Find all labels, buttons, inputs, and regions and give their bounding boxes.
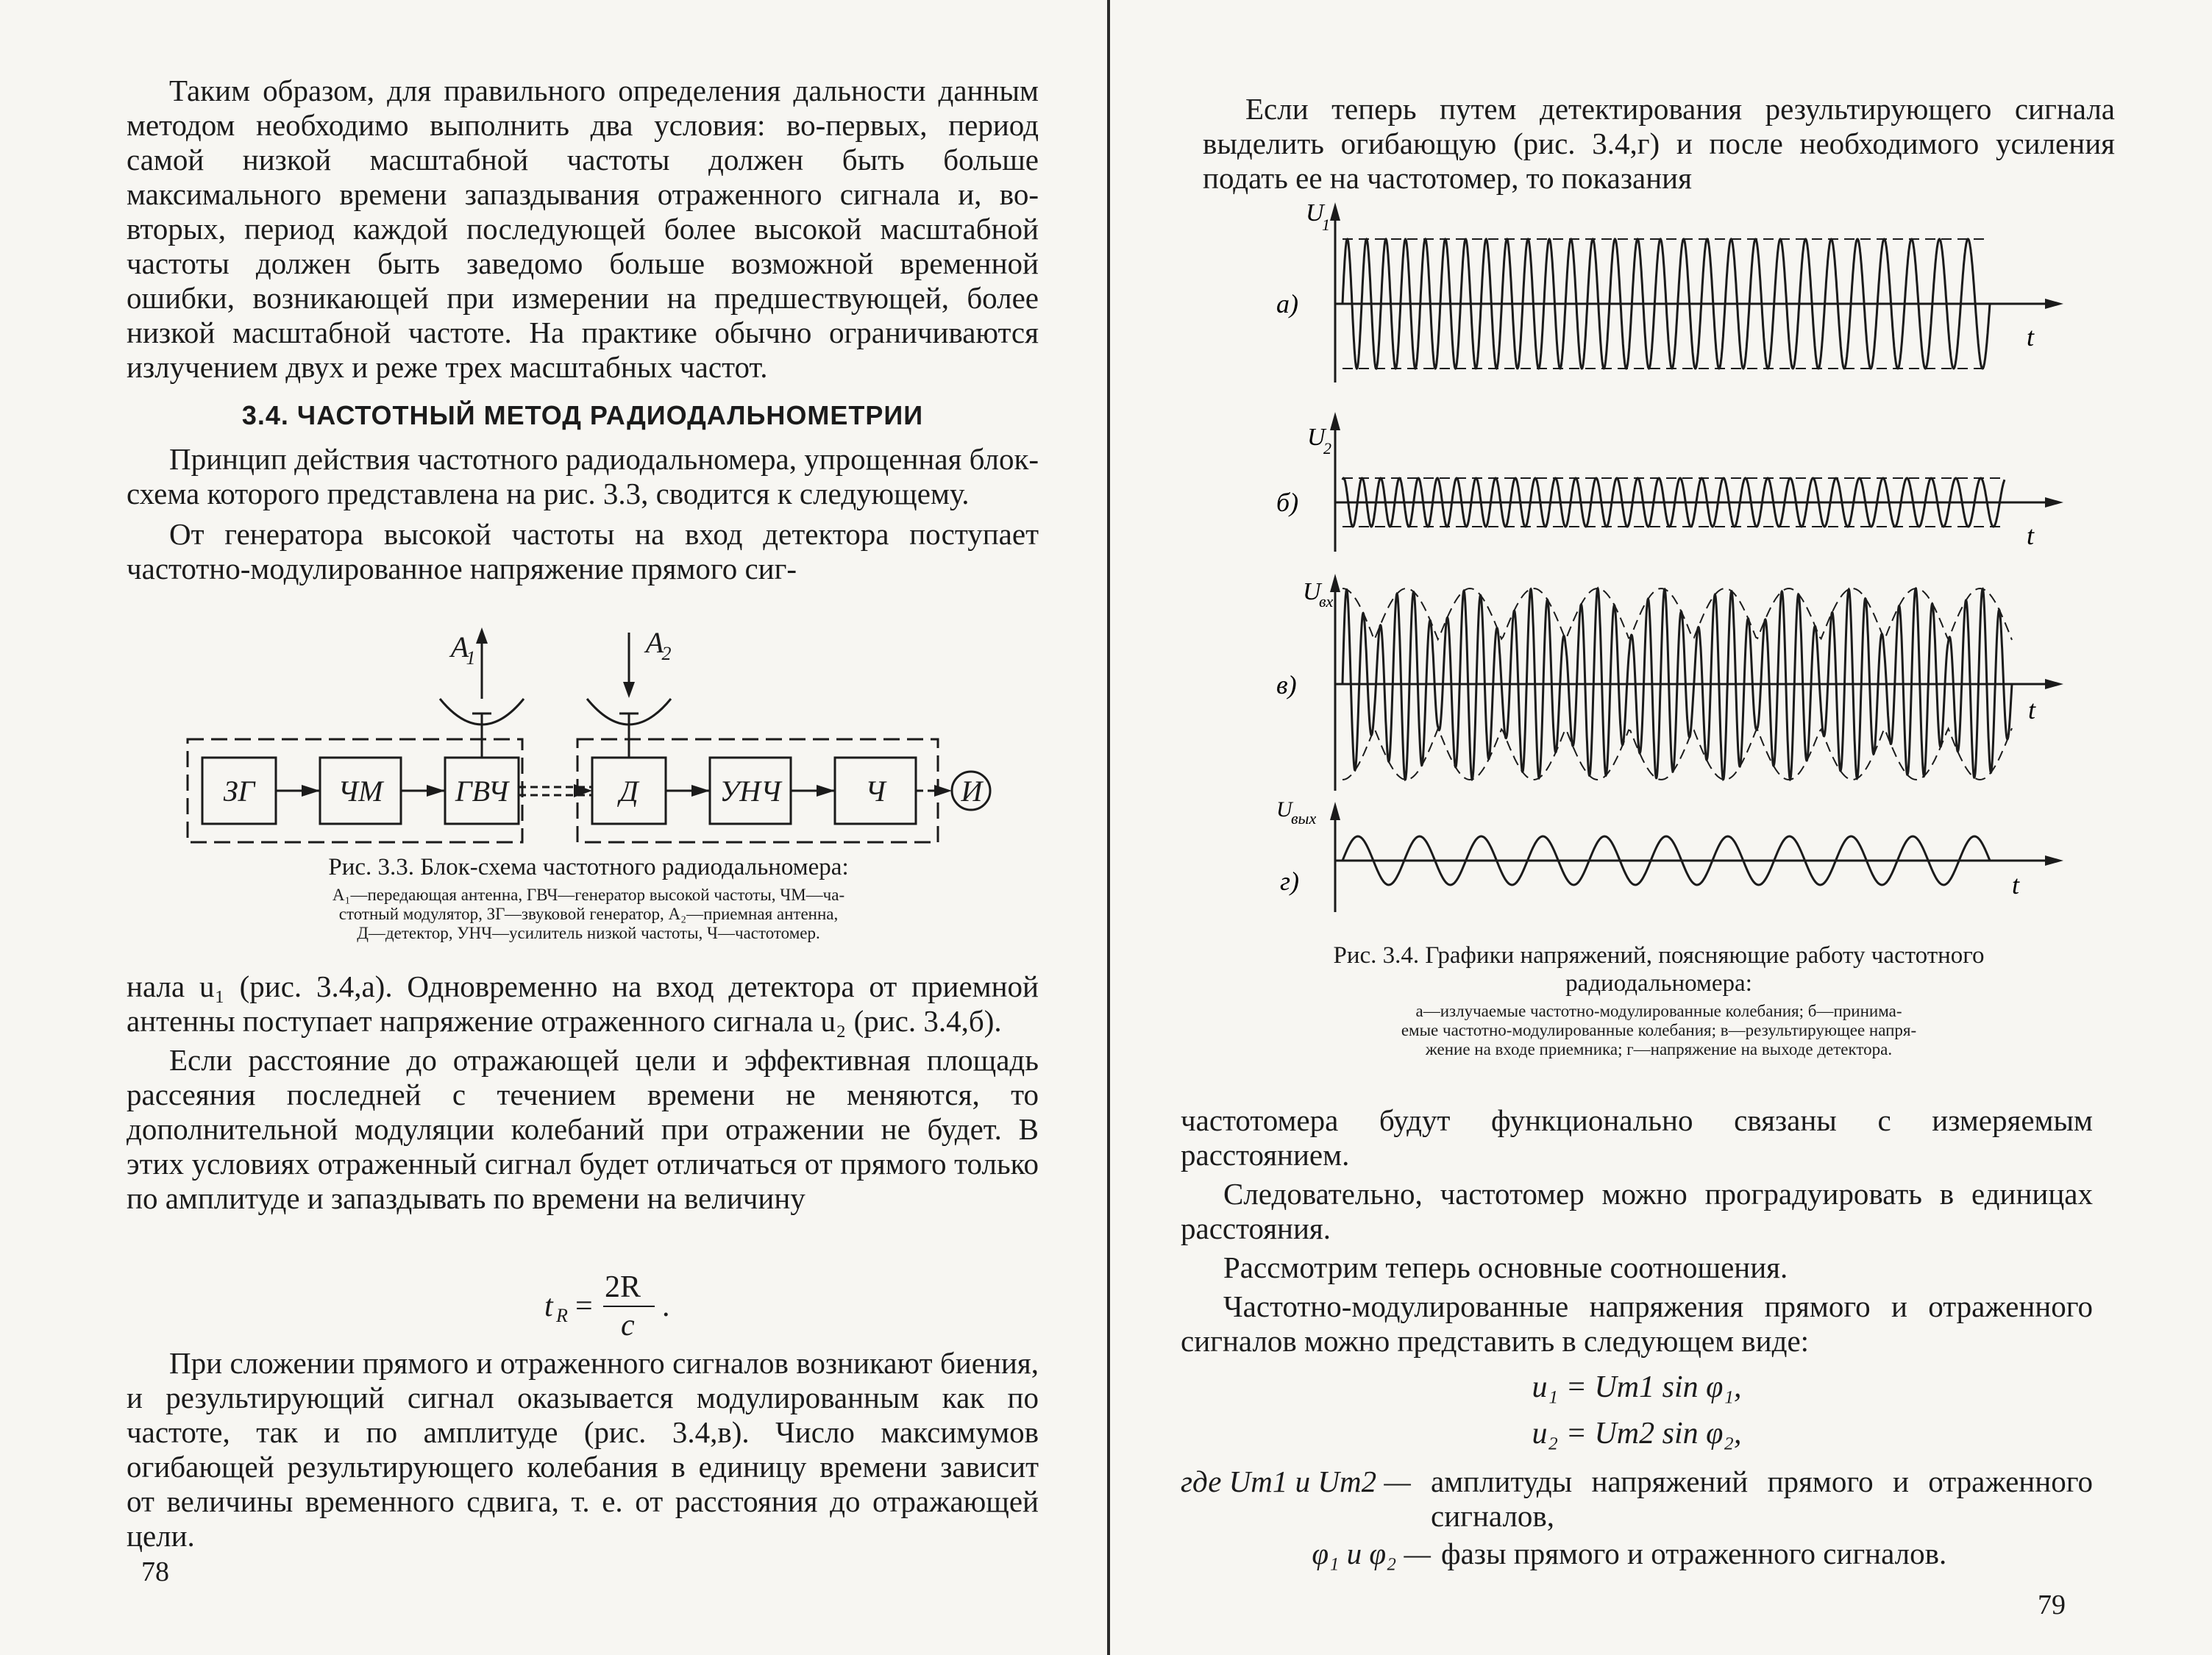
- right-column-top: [1203, 92, 2115, 196]
- page-number: 79: [2038, 1590, 2066, 1620]
- axis-uvx-sub: вх: [1319, 592, 1334, 611]
- block-label: ЗГ: [223, 775, 255, 808]
- block-label: УНЧ: [719, 775, 781, 808]
- paragraph: При сложении прямого и отраженного сигналов возникают биения, и результирующий сигнал оказывается модулированным как по частоте, так и по амплитуде (рис. 3.4,в). Число максимумов огибающей результирующего колебания в единицу времени зависит от величины временного сдвига, т. е. от расстояния до отражающей цели.: [127, 1346, 1039, 1553]
- fig34-caption-block: [1240, 942, 2078, 1059]
- definition-text: фазы прямого и отраженного сигналов.: [1441, 1537, 1947, 1570]
- paragraph: Частотно-модулированные напряжения прямого и отраженного сигналов можно представить в следующем виде:: [1181, 1289, 2093, 1358]
- paragraph: Если теперь путем детектирования результирующего сигнала выделить огибающую (рис. 3.4,г) и после необходимого усиления подать ее на частотомер, то показания: [1203, 92, 2115, 195]
- definition-lead: где Um1 и Um2 —: [1181, 1464, 1411, 1498]
- left-page: [0, 0, 1103, 1655]
- paragraph: Следовательно, частотомер можно проградуировать в единицах расстояния.: [1181, 1177, 2093, 1245]
- envelope-bottom: [1343, 728, 2012, 780]
- formula-tr: [544, 1267, 706, 1348]
- definition-lead: φ₁ и φ₂ —: [1312, 1537, 1431, 1570]
- axis-u1-sub: 1: [1322, 216, 1330, 234]
- graph-g: [1276, 797, 2063, 912]
- axis-u2: U: [1307, 424, 1326, 451]
- graph-a: [1276, 199, 2063, 382]
- paragraph: Таким образом, для правильного определения дальности данным методом необходимо выполнить два условия: во-первых, период самой низкой масштабной частоты должен быть больше максимального времени запаздывания отраженного сигнала и, во-вторых, период каждой последующей более высокой масштабной частоты должен быть заведомо больше возможной временной ошибки, возникающей при измерении на предшествующей, более низкой масштабной частоте. На практике обычно ограничиваются излучением двух и реже трех масштабных частот.: [127, 74, 1039, 384]
- figure-legend-line: жение на входе приемника; г—напряжение на выходе детектора.: [1425, 1040, 1893, 1058]
- paragraph: Рассмотрим теперь основные соотношения.: [1223, 1250, 1788, 1284]
- formula-fraction-bar: [603, 1306, 655, 1307]
- antenna2-label: A: [645, 626, 664, 659]
- figure-legend-line: стотный модулятор, ЗГ—звуковой генератор, A₂—приемная антенна,: [338, 905, 839, 923]
- formula-equals: =: [575, 1289, 593, 1323]
- formula-t: t: [544, 1289, 553, 1323]
- envelope-top: [1343, 588, 2012, 640]
- figure-legend-line: емые частотно-модулированные колебания; в—результирующее напря-: [1401, 1021, 1917, 1039]
- paragraph: Принцип действия частотного радиодальномера, упрощенная блок-схема которого представлена на рис. 3.3, сводится к следующему.: [127, 442, 1039, 510]
- antenna2-sub: 2: [661, 643, 672, 664]
- paragraph: Если расстояние до отражающей цели и эффективная площадь рассеяния последней с течением времени не меняются, то дополнительной модуляции колебаний при отражении не будет. В этих условиях отраженный сигнал будет отличаться от прямого только по амплитуде и запаздывать по времени на величину: [127, 1043, 1039, 1215]
- indicator-label: И: [961, 775, 983, 808]
- axis-uvx: U: [1303, 578, 1321, 605]
- figure-legend-line: A₁—передающая антенна, ГВЧ—генератор высокой частоты, ЧМ—ча-: [332, 886, 845, 904]
- figure-legend-line: Д—детектор, УНЧ—усилитель низкой частоты, Ч—частотомер.: [357, 924, 820, 942]
- block-label: Ч: [865, 775, 886, 808]
- formula-period: .: [662, 1289, 670, 1323]
- left-column-lower: [127, 969, 1039, 1216]
- axis-u1: U: [1306, 199, 1324, 227]
- graph-b: [1276, 412, 2063, 552]
- axis-t: t: [2027, 322, 2035, 352]
- block-label: ЧМ: [338, 775, 383, 808]
- antenna1-label: A: [450, 630, 469, 663]
- right-column-lower: [1181, 1103, 2093, 1571]
- figure-caption: Рис. 3.4. Графики напряжений, поясняющие работу частотного радиодальномера:: [1333, 942, 1985, 997]
- graph-label-b: б): [1276, 488, 1299, 517]
- definition-row: [1181, 1464, 2093, 1534]
- right-page: [1114, 0, 2212, 1655]
- axis-t: t: [2012, 870, 2020, 900]
- figure-caption: Рис. 3.3. Блок-схема частотного радиодальномера:: [328, 854, 849, 880]
- voltage-graphs: [1247, 195, 2130, 930]
- formula-sub: R: [556, 1305, 568, 1326]
- formula-u1: u₁ = Um1 sin φ₁,: [1532, 1370, 1742, 1404]
- axis-uvyx: U: [1276, 797, 1292, 822]
- section-heading: 3.4. ЧАСТОТНЫЙ МЕТОД РАДИОДАЛЬНОМЕТРИИ: [241, 400, 924, 430]
- graph-label-a: а): [1276, 289, 1298, 318]
- axis-t: t: [2028, 695, 2036, 725]
- paragraph: нала u₁ (рис. 3.4,а). Одновременно на вход детектора от приемной антенны поступает напряжение отраженного сигнала u₂ (рис. 3.4,б).: [127, 969, 1039, 1038]
- paragraph: От генератора высокой частоты на вход детектора поступает частотно-модулированное напряжение прямого сиг-: [127, 517, 1039, 586]
- antenna1-sub: 1: [466, 647, 476, 669]
- paragraph: частотомера будут функционально связаны с измеряемым расстоянием.: [1181, 1103, 2093, 1172]
- graph-v: [1276, 574, 2063, 791]
- axis-t: t: [2027, 521, 2035, 550]
- definition-row: [1181, 1537, 2093, 1571]
- left-column-bottom: [127, 1346, 1039, 1553]
- left-column: [127, 74, 1039, 586]
- beat-wave: [1343, 588, 2012, 780]
- block-label: ГВЧ: [455, 775, 509, 808]
- definition-text: амплитуды напряжений прямого и отраженного сигналов,: [1431, 1464, 2093, 1533]
- formula-numerator: 2R: [605, 1270, 641, 1304]
- figure-legend-line: а—излучаемые частотно-модулированные колебания; б—принима-: [1415, 1002, 1902, 1020]
- graph-label-v: в): [1276, 670, 1297, 700]
- block-diagram: [169, 622, 1000, 872]
- page-number: 78: [141, 1556, 169, 1587]
- graph-label-g: г): [1280, 866, 1300, 896]
- page-gutter: [1107, 0, 1110, 1655]
- axis-u2-sub: 2: [1323, 439, 1331, 458]
- formula-denominator: c: [621, 1309, 635, 1342]
- formula-u2: u₂ = Um2 sin φ₂,: [1532, 1417, 1742, 1451]
- fig33-caption-block: [184, 853, 993, 943]
- block-label: Д: [619, 775, 639, 808]
- axis-uvyx-sub: вых: [1291, 809, 1317, 828]
